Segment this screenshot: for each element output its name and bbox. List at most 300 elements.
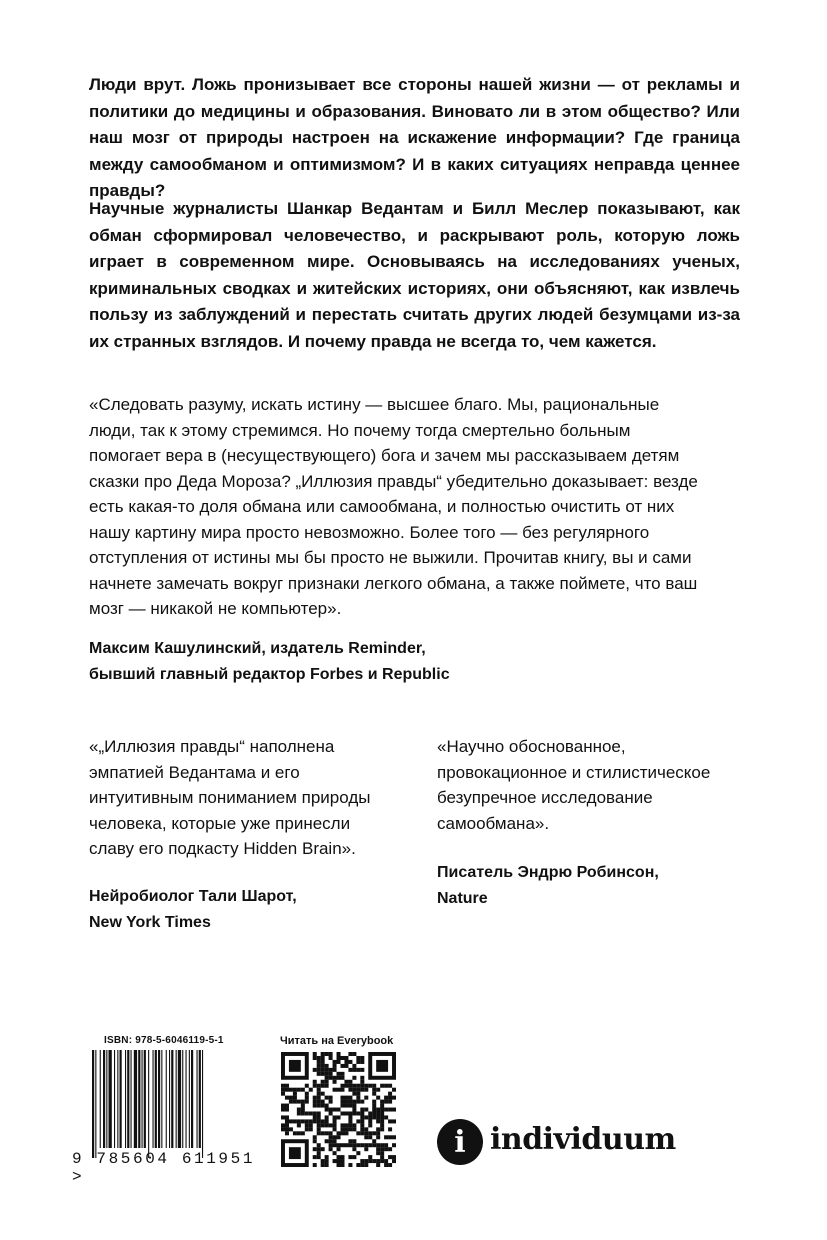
barcode-bar: [131, 1050, 132, 1148]
qr-module: [392, 1108, 396, 1112]
qr-module: [321, 1068, 325, 1072]
qr-module: [325, 1108, 329, 1112]
qr-module: [317, 1104, 321, 1108]
qr-module: [344, 1127, 348, 1131]
qr-label: Читать на Everybook: [280, 1035, 394, 1047]
qr-module: [392, 1096, 396, 1100]
barcode-bar: [158, 1050, 160, 1148]
qr-module: [313, 1100, 317, 1104]
qr-module: [360, 1159, 364, 1163]
qr-module: [380, 1143, 384, 1147]
qr-module: [321, 1159, 325, 1163]
qr-module: [321, 1092, 325, 1096]
qr-module: [380, 1100, 384, 1104]
barcode-bar: [153, 1050, 154, 1148]
qr-module: [329, 1135, 333, 1139]
qr-module: [368, 1111, 372, 1115]
qr-module: [372, 1104, 376, 1108]
qr-module: [368, 1159, 372, 1163]
qr-module: [321, 1072, 325, 1076]
qr-module: [380, 1108, 384, 1112]
qr-module: [329, 1123, 333, 1127]
qr-module: [380, 1115, 384, 1119]
qr-module: [380, 1127, 384, 1131]
qr-module: [317, 1127, 321, 1131]
qr-module: [329, 1056, 333, 1060]
qr-module: [384, 1147, 388, 1151]
qr-module: [344, 1080, 348, 1084]
intro-paragraph-1: Люди врут. Ложь пронизывает все стороны нашей жизни — от рекламы и политики до медицины и образования. Виновато ли в этом общество? Или наш мозг от природы настроен на искажение информации? Где граница между самообманом и оптимизмом? И в каких ситуациях неправда ценнее правды?: [89, 75, 740, 200]
qr-module: [317, 1111, 321, 1115]
qr-module: [340, 1104, 344, 1108]
qr-module: [325, 1096, 329, 1100]
qr-module: [352, 1143, 356, 1147]
qr-module: [325, 1084, 329, 1088]
qr-module: [376, 1088, 380, 1092]
qr-module: [297, 1123, 301, 1127]
qr-module: [384, 1100, 388, 1104]
qr-module: [305, 1111, 309, 1115]
qr-module: [352, 1084, 356, 1088]
qr-module: [325, 1159, 329, 1163]
qr-module: [360, 1088, 364, 1092]
barcode-bar: [182, 1050, 183, 1148]
qr-module: [325, 1163, 329, 1167]
qr-module: [285, 1096, 289, 1100]
qr-module: [313, 1052, 317, 1056]
barcode-bar: [120, 1050, 122, 1148]
qr-module: [368, 1135, 372, 1139]
qr-module: [281, 1123, 285, 1127]
qr-module: [329, 1076, 333, 1080]
qr-module: [384, 1115, 388, 1119]
qr-module: [333, 1151, 337, 1155]
barcode-bar: [191, 1050, 193, 1148]
qr-module: [305, 1119, 309, 1123]
qr-module: [333, 1088, 337, 1092]
qr-module: [360, 1076, 364, 1080]
qr-module: [309, 1123, 313, 1127]
qr-module: [360, 1115, 364, 1119]
qr-module: [325, 1139, 329, 1143]
qr-module: [333, 1139, 337, 1143]
qr-module: [281, 1104, 285, 1108]
qr-module: [317, 1100, 321, 1104]
left-quote-author-line-2: New York Times: [89, 914, 211, 931]
qr-module: [281, 1084, 285, 1088]
qr-module: [309, 1111, 313, 1115]
barcode-bar: [103, 1050, 105, 1148]
qr-module: [321, 1119, 325, 1123]
qr-module: [329, 1139, 333, 1143]
barcode-bar: [117, 1050, 118, 1148]
qr-module: [348, 1123, 352, 1127]
qr-module: [352, 1147, 356, 1151]
qr-module: [321, 1084, 325, 1088]
qr-finder-inner: [289, 1147, 301, 1159]
qr-module: [376, 1135, 380, 1139]
qr-module: [368, 1155, 372, 1159]
qr-module: [313, 1104, 317, 1108]
qr-module: [352, 1088, 356, 1092]
qr-module: [297, 1131, 301, 1135]
qr-module: [356, 1119, 360, 1123]
qr-module: [352, 1100, 356, 1104]
qr-module: [313, 1147, 317, 1151]
qr-module: [344, 1084, 348, 1088]
qr-module: [329, 1108, 333, 1112]
qr-module: [281, 1088, 285, 1092]
qr-module: [376, 1119, 380, 1123]
qr-module: [392, 1155, 396, 1159]
qr-module: [372, 1108, 376, 1112]
qr-module: [333, 1115, 337, 1119]
qr-module: [360, 1111, 364, 1115]
qr-module: [356, 1068, 360, 1072]
qr-module: [317, 1115, 321, 1119]
qr-module: [337, 1056, 341, 1060]
qr-module: [380, 1159, 384, 1163]
qr-module: [289, 1127, 293, 1131]
qr-module: [356, 1111, 360, 1115]
qr-module: [376, 1127, 380, 1131]
qr-module: [337, 1115, 341, 1119]
qr-module: [388, 1127, 392, 1131]
left-quote-author-line-1: Нейробиолог Тали Шарот,: [89, 888, 297, 905]
qr-module: [305, 1123, 309, 1127]
qr-module: [380, 1119, 384, 1123]
qr-module: [376, 1108, 380, 1112]
qr-module: [356, 1056, 360, 1060]
qr-module: [329, 1072, 333, 1076]
barcode-bar: [178, 1050, 181, 1148]
qr-module: [360, 1123, 364, 1127]
qr-module: [348, 1143, 352, 1147]
qr-module: [356, 1092, 360, 1096]
qr-module: [337, 1135, 341, 1139]
qr-module: [281, 1092, 285, 1096]
barcode-bar: [127, 1050, 129, 1148]
qr-module: [376, 1151, 380, 1155]
qr-module: [360, 1108, 364, 1112]
qr-module: [352, 1076, 356, 1080]
qr-module: [297, 1088, 301, 1092]
barcode-bar: [161, 1050, 162, 1148]
qr-module: [356, 1163, 360, 1167]
qr-module: [333, 1064, 337, 1068]
qr-module: [340, 1111, 344, 1115]
barcode-bar: [171, 1050, 173, 1148]
qr-module: [293, 1100, 297, 1104]
qr-module: [317, 1084, 321, 1088]
qr-module: [309, 1119, 313, 1123]
qr-module: [380, 1104, 384, 1108]
qr-module: [372, 1111, 376, 1115]
qr-module: [388, 1119, 392, 1123]
qr-module: [376, 1115, 380, 1119]
qr-module: [352, 1052, 356, 1056]
right-quote-text: «Научно обоснованное, провокационное и стилистическое безупречное исследование самообмана».: [437, 737, 711, 833]
qr-module: [333, 1080, 337, 1084]
qr-module: [325, 1068, 329, 1072]
qr-module: [372, 1143, 376, 1147]
qr-module: [348, 1163, 352, 1167]
qr-module: [368, 1143, 372, 1147]
qr-module: [293, 1131, 297, 1135]
qr-module: [376, 1131, 380, 1135]
barcode-bar: [106, 1050, 107, 1148]
qr-module: [285, 1123, 289, 1127]
qr-module: [337, 1155, 341, 1159]
qr-module: [356, 1060, 360, 1064]
qr-module: [376, 1159, 380, 1163]
qr-module: [364, 1088, 368, 1092]
qr-module: [325, 1131, 329, 1135]
qr-module: [301, 1108, 305, 1112]
barcode-bar: [197, 1050, 198, 1148]
qr-module: [340, 1143, 344, 1147]
right-quote-author-line-1: Писатель Эндрю Робинсон,: [437, 864, 659, 881]
qr-module: [348, 1104, 352, 1108]
qr-module: [368, 1084, 372, 1088]
barcode-bar: [186, 1050, 187, 1148]
main-quote-text: «Следовать разуму, искать истину — высшее благо. Мы, рациональные люди, так к этому стремимся. Но почему тогда смертельно больным помогает вера в (несуществующего) бога и зачем мы рассказываем детям сказки про Деда Мороза? „Иллюзия правды“ убедительно доказывает: везде есть какая-то доля обмана или самообмана, и полностью очистить от них нашу картину мира просто невозможно. Более того — без регулярного отступления от истины мы бы просто не выжили. Прочитав книгу, вы и сами начнете замечать вокруг признаки легкого обмана, а также поймете, что ваш мозг — никакой не компьютер».: [89, 395, 698, 618]
qr-module: [317, 1147, 321, 1151]
qr-module: [301, 1119, 305, 1123]
qr-module: [289, 1100, 293, 1104]
qr-module: [317, 1119, 321, 1123]
qr-module: [360, 1127, 364, 1131]
qr-module: [344, 1064, 348, 1068]
qr-module: [317, 1151, 321, 1155]
barcode-bar: [169, 1050, 170, 1148]
qr-module: [360, 1084, 364, 1088]
qr-module: [356, 1143, 360, 1147]
qr-module: [360, 1100, 364, 1104]
qr-module: [360, 1056, 364, 1060]
barcode-bar: [166, 1050, 167, 1148]
qr-module: [329, 1111, 333, 1115]
qr-module: [364, 1163, 368, 1167]
qr-module: [337, 1072, 341, 1076]
qr-module: [285, 1115, 289, 1119]
qr-module: [344, 1100, 348, 1104]
qr-module: [392, 1119, 396, 1123]
qr-module: [376, 1147, 380, 1151]
qr-module: [329, 1147, 333, 1151]
qr-module: [376, 1143, 380, 1147]
barcode-bar: [134, 1050, 137, 1148]
qr-finder-inner: [376, 1060, 388, 1072]
qr-module: [285, 1108, 289, 1112]
qr-module: [388, 1147, 392, 1151]
qr-module: [384, 1108, 388, 1112]
qr-module: [388, 1163, 392, 1167]
qr-module: [313, 1096, 317, 1100]
qr-module: [348, 1084, 352, 1088]
qr-module: [317, 1088, 321, 1092]
intro-paragraph-2: Научные журналисты Шанкар Ведантам и Билл Меслер показывают, как обман сформировал человечество, и раскрывают роль, которую ложь играет в современном мире. Основываясь на исследованиях ученых, криминальных сводках и житейских историях, они объясняют, как извлечь пользу из заблуждений и перестать считать других людей безумцами из-за их странных взглядов. И почему правда не всегда то, чем кажется.: [89, 199, 740, 351]
qr-module: [337, 1159, 341, 1163]
qr-module: [380, 1147, 384, 1151]
qr-module: [384, 1096, 388, 1100]
qr-module: [293, 1096, 297, 1100]
barcode-icon: [88, 1050, 248, 1158]
qr-module: [297, 1108, 301, 1112]
qr-module: [321, 1100, 325, 1104]
qr-module: [321, 1147, 325, 1151]
qr-module: [392, 1143, 396, 1147]
qr-module: [368, 1119, 372, 1123]
qr-module: [317, 1060, 321, 1064]
qr-module: [352, 1108, 356, 1112]
qr-module: [348, 1139, 352, 1143]
qr-module: [289, 1096, 293, 1100]
qr-module: [372, 1115, 376, 1119]
qr-module: [329, 1052, 333, 1056]
qr-module: [329, 1131, 333, 1135]
qr-module: [325, 1123, 329, 1127]
barcode-bar: [92, 1050, 94, 1158]
qr-module: [352, 1064, 356, 1068]
qr-module: [364, 1131, 368, 1135]
qr-module: [333, 1060, 337, 1064]
qr-module: [340, 1076, 344, 1080]
qr-module: [321, 1080, 325, 1084]
qr-module: [321, 1064, 325, 1068]
qr-module: [329, 1100, 333, 1104]
qr-module: [352, 1092, 356, 1096]
barcode-bar: [100, 1050, 101, 1148]
qr-module: [392, 1159, 396, 1163]
qr-module: [285, 1119, 289, 1123]
qr-module: [321, 1052, 325, 1056]
qr-module: [348, 1115, 352, 1119]
qr-module: [364, 1115, 368, 1119]
left-quote-text: «„Иллюзия правды“ наполнена эмпатией Ведантама и его интуитивным пониманием природы человека, которые уже принесли славу его подкасту Hidden Brain».: [89, 737, 371, 858]
qr-module: [344, 1060, 348, 1064]
publisher-logo-icon: [436, 1118, 484, 1166]
qr-module: [384, 1135, 388, 1139]
barcode-bar: [148, 1050, 149, 1158]
qr-module: [340, 1163, 344, 1167]
qr-module: [372, 1159, 376, 1163]
qr-module: [344, 1143, 348, 1147]
qr-module: [329, 1096, 333, 1100]
qr-module: [340, 1056, 344, 1060]
qr-module: [364, 1147, 368, 1151]
qr-module: [305, 1092, 309, 1096]
qr-module: [384, 1159, 388, 1163]
qr-module: [348, 1111, 352, 1115]
qr-module: [364, 1159, 368, 1163]
barcode-bar: [95, 1050, 96, 1158]
left-quote-attribution: [89, 884, 409, 936]
qr-module: [380, 1155, 384, 1159]
qr-module: [321, 1131, 325, 1135]
barcode-bar: [138, 1050, 140, 1148]
qr-module: [313, 1111, 317, 1115]
qr-module: [305, 1084, 309, 1088]
qr-module: [348, 1100, 352, 1104]
qr-module: [340, 1127, 344, 1131]
qr-module: [321, 1123, 325, 1127]
qr-module: [293, 1119, 297, 1123]
qr-module: [348, 1096, 352, 1100]
qr-module: [293, 1092, 297, 1096]
qr-module: [313, 1139, 317, 1143]
qr-module: [301, 1111, 305, 1115]
qr-module: [348, 1052, 352, 1056]
qr-module: [313, 1115, 317, 1119]
right-quote-attribution: [437, 860, 757, 912]
qr-module: [333, 1076, 337, 1080]
qr-module: [388, 1108, 392, 1112]
qr-module: [313, 1155, 317, 1159]
qr-module: [376, 1096, 380, 1100]
main-quote-author-line-1: Максим Кашулинский, издатель Reminder,: [89, 640, 426, 657]
qr-module: [356, 1084, 360, 1088]
qr-module: [384, 1084, 388, 1088]
qr-module: [348, 1080, 352, 1084]
qr-module: [321, 1056, 325, 1060]
qr-module: [337, 1131, 341, 1135]
qr-module: [364, 1084, 368, 1088]
qr-module: [321, 1163, 325, 1167]
qr-module: [321, 1104, 325, 1108]
qr-module: [348, 1127, 352, 1131]
isbn-label: ISBN: 978-5-6046119-5-1: [104, 1035, 224, 1046]
qr-module: [372, 1084, 376, 1088]
qr-module: [344, 1104, 348, 1108]
qr-module: [317, 1155, 321, 1159]
qr-module: [309, 1127, 313, 1131]
qr-module: [281, 1115, 285, 1119]
barcode-bar: [199, 1050, 201, 1148]
qr-module: [340, 1088, 344, 1092]
qr-module: [360, 1080, 364, 1084]
qr-module: [337, 1143, 341, 1147]
qr-module: [372, 1100, 376, 1104]
qr-module: [297, 1100, 301, 1104]
qr-module: [360, 1163, 364, 1167]
qr-module: [297, 1111, 301, 1115]
qr-module: [348, 1060, 352, 1064]
qr-module: [325, 1104, 329, 1108]
qr-module: [337, 1060, 341, 1064]
qr-module: [380, 1111, 384, 1115]
qr-module: [388, 1100, 392, 1104]
qr-module: [364, 1096, 368, 1100]
qr-module: [340, 1096, 344, 1100]
qr-module: [333, 1135, 337, 1139]
qr-module: [392, 1135, 396, 1139]
right-quote-author-line-2: Nature: [437, 890, 488, 907]
qr-module: [360, 1060, 364, 1064]
qr-module: [289, 1119, 293, 1123]
qr-module: [364, 1135, 368, 1139]
publisher-logo-letter: i: [454, 1125, 466, 1160]
qr-module: [317, 1056, 321, 1060]
qr-module: [340, 1131, 344, 1135]
qr-module: [337, 1076, 341, 1080]
qr-module: [360, 1143, 364, 1147]
qr-module: [340, 1072, 344, 1076]
qr-module: [380, 1084, 384, 1088]
qr-module: [344, 1056, 348, 1060]
qr-module: [364, 1143, 368, 1147]
qr-module: [360, 1119, 364, 1123]
